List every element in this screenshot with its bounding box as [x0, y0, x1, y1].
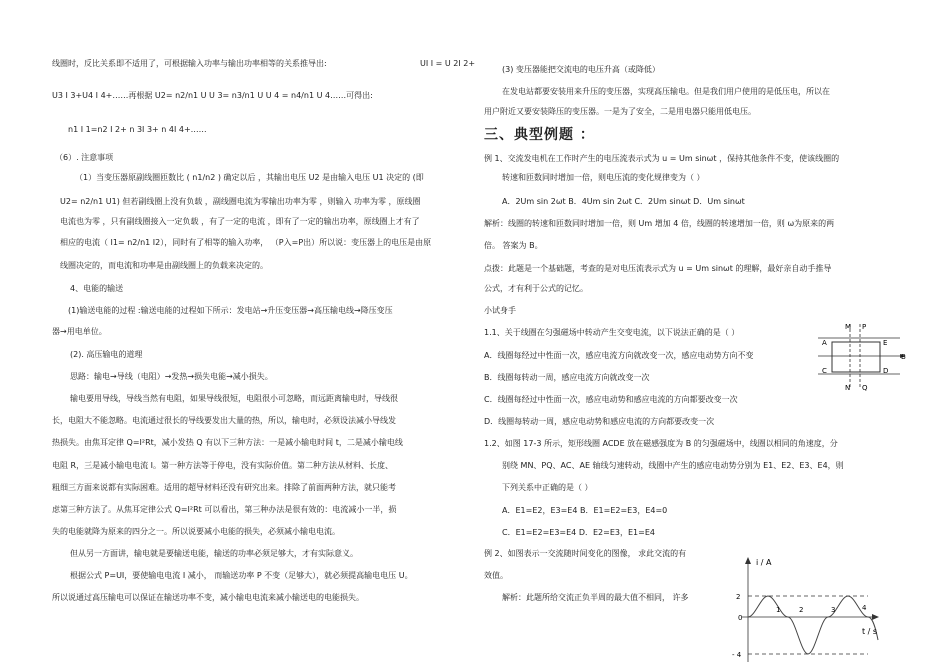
option-line: B．线圈每转动一周，感应电流方向就改变一次	[484, 373, 650, 382]
waveform	[748, 596, 878, 654]
formula-line: U3 I 3+U4 I 4+……再根据 U2= n2/n1 U U 3= n3/n1 U U 4 = n4/n1 U 4……可得出:	[52, 91, 373, 100]
question-line: 1.1、关于线圈在匀强磁场中转动产生交变电流，以下说法正确的是（ ）	[484, 328, 740, 337]
text-line: 转速和匝数同时增加一倍，则电压流的变化规律变为（ ）	[502, 173, 705, 182]
x-axis-label: t / s	[862, 627, 878, 636]
y-axis-label: i / A	[756, 558, 772, 567]
text-line: （1）当变压器原副线圈匝数比 ( n1/n2 ) 确定以后 ，其输出电压 U2 是由输入电压 U1 决定的 (即	[75, 173, 424, 182]
text-line: 电阻 R，三是减小输电电流 I。第一种方法等于停电，没有实际价值。第二种方法从材料、长度、	[52, 461, 393, 470]
text-line: 倍。 答案为 B。	[484, 241, 543, 250]
text-line: 解析：此题所给交流正负半周的最大值不相同， 许多	[502, 593, 689, 602]
current-time-graph	[728, 550, 888, 668]
text-line: 相应的电流（ I1= n2/n1 I2），同时有了相等的输入功率， （P入=P出）所以说：变压器上的电压是由原	[60, 238, 432, 247]
label-n: N	[845, 384, 851, 392]
option-line: D．线圈每转动一周，感应电动势和感应电流的方向都要改变一次	[484, 417, 715, 426]
question-line: 下列关系中正确的是（ ）	[502, 483, 593, 492]
label-d: D	[883, 367, 889, 375]
tick-label: 2	[736, 593, 741, 601]
question-line: 例 2、如图表示一交流随时间变化的图像， 求此交流的有	[484, 549, 687, 558]
coil-rect	[832, 342, 880, 372]
label-e: E	[883, 339, 888, 347]
text-line: 效值。	[484, 571, 508, 580]
text-line: 虑第三种方法了。从焦耳定律公式 Q=I²Rt 可以看出，第三种办法是很有效的：电流减小一半，损	[52, 505, 397, 514]
option-line: C．线圈每经过中性面一次，感应电动势和感应电流的方向都要改变一次	[484, 395, 738, 404]
label-b: B	[901, 353, 906, 361]
label-c: C	[822, 367, 827, 375]
text-line: 思路：输电→导线（电阻）→发热→损失电能→减小损失。	[70, 372, 273, 381]
section-heading: 三、典型例题 ：	[484, 127, 595, 143]
text-line: (3) 变压器能把交流电的电压升高（或降低）	[502, 65, 660, 74]
text-line: 线圈时，反比关系即不适用了，可根据输入功率与输出功率相等的关系推导出:	[52, 59, 327, 68]
tick-label: 4	[862, 604, 867, 612]
question-line: 别绕 MN、PQ、AC、AE 轴线匀速转动，线圈中产生的感应电动势分别为 E1、E2、E3、E4，则	[502, 461, 844, 470]
label-p: P	[862, 323, 867, 331]
text-line: 但从另一方面讲，输电就是要输送电能，输送的功率必须足够大，才有实际意义。	[70, 549, 358, 558]
tick-label: 2	[799, 606, 804, 614]
text-line: 粗细三方面来说都有实际困难。适用的超导材料还没有研究出来。排除了前面两种方法，就只能考	[52, 483, 396, 492]
option-line: A．线圈每经过中性面一次，感应电流方向就改变一次，感应电动势方向不变	[484, 351, 754, 360]
arrow-icon	[745, 557, 751, 564]
text-line: 线圈决定的，而电流和功率是由副线圈上的负载来决定的。	[60, 261, 268, 270]
tick-label: 3	[831, 606, 836, 614]
option-line: C．E1=E2=E3=E4 D．E2=E3，E1=E4	[502, 528, 655, 537]
subheading: 小试身手	[484, 306, 516, 315]
label-q: Q	[862, 384, 868, 392]
option-line: A．E1=E2，E3=E4 B．E1=E2=E3，E4=0	[502, 506, 668, 515]
tick-label: 1	[776, 606, 781, 614]
formula-line: n1 I 1=n2 I 2+ n 3I 3+ n 4I 4+……	[68, 125, 207, 134]
text-line: 在发电站都要安装用来升压的变压器，实现高压输电。但是我们用户使用的是低压电，所以在	[502, 87, 830, 96]
label-a: A	[822, 339, 827, 347]
text-line: 器→用电单位。	[52, 327, 107, 336]
text-line: 所以说通过高压输电可以保证在输送功率不变，减小输电电流来减小输送电的电能损失。	[52, 593, 364, 602]
text-line: U2= n2/n1 U1) 但若副线圈上没有负载 ，副线圈电流为零输出功率为零 ，则输入 功率为零 ，原线圈	[60, 197, 421, 206]
tick-label: 0	[738, 614, 743, 622]
text-line: 解析：线圈的转速和匝数同时增加一倍，则 Um 增加 4 倍，线圈的转速增加一倍，则 ω为原来的两	[484, 219, 835, 228]
text-line: 根据公式 P=UI，要使输电电流 I 减小， 而输送功率 P 不变（足够大），就必须提高输电电压 U。	[70, 571, 413, 580]
subheading: (2). 高压输电的道理	[70, 350, 143, 359]
text-line: （6）. 注意事项	[55, 153, 114, 162]
text-line: 公式，才有利于公式的记忆。	[484, 284, 588, 293]
text-line: 输电要用导线，导线当然有电阻，如果导线很短，电阻很小可忽略，而远距离输电时，导线很	[70, 394, 398, 403]
question-line: 1.2、如图 17-3 所示，矩形线圈 ACDE 放在磁感强度为 B 的匀强磁场中，线圈以相同的角速度，分	[484, 439, 838, 448]
text-line: 点拨：此题是一个基础题，考查的是对电压流表示式为 u = Um sinωt 的理解，最好亲自动手推导	[484, 264, 832, 273]
text-line: 热损失。由焦耳定律 Q=I²Rt，减小发热 Q 有以下三种方法：一是减小输电时间 t，二是减小输电线	[52, 438, 403, 447]
label-m: M	[845, 323, 852, 331]
text-line: 电流也为零 ，只有副线圈接入一定负载 ，有了一定的电流 ，即有了一定的输出功率，原线圈上才有了	[60, 217, 420, 226]
text-line: 长，电阻大不能忽略。电流通过很长的导线要发出大量的热，所以，输电时，必须设法减小导线发	[52, 416, 396, 425]
text-line: 用户附近又要安装降压的变压器。一是为了安全，二是用电器只能用低电压。	[484, 107, 756, 116]
tick-label: - 4	[732, 651, 742, 659]
arrow-icon	[872, 614, 879, 620]
options-line: A．2Um sin 2ωt B．4Um sin 2ωt C．2Um sinωt D．Um sinωt	[502, 197, 745, 206]
subheading: 4、电能的输送	[70, 284, 124, 293]
text-line: (1)输送电能的过程 :输送电能的过程如下所示：发电站→升压变压器→高压输电线→降压变压	[68, 306, 393, 315]
text-line: 失的电能就降为原来的四分之一。所以说要减小电能的损失，必须减小输电电流。	[52, 527, 340, 536]
coil-diagram	[812, 318, 912, 394]
text-line: UI I = U 2I 2+	[420, 59, 476, 68]
text-line: 例 1、交流发电机在工作时产生的电压流表示式为 u = Um sinωt ，保持其他条件不变，使该线圈的	[484, 154, 840, 163]
